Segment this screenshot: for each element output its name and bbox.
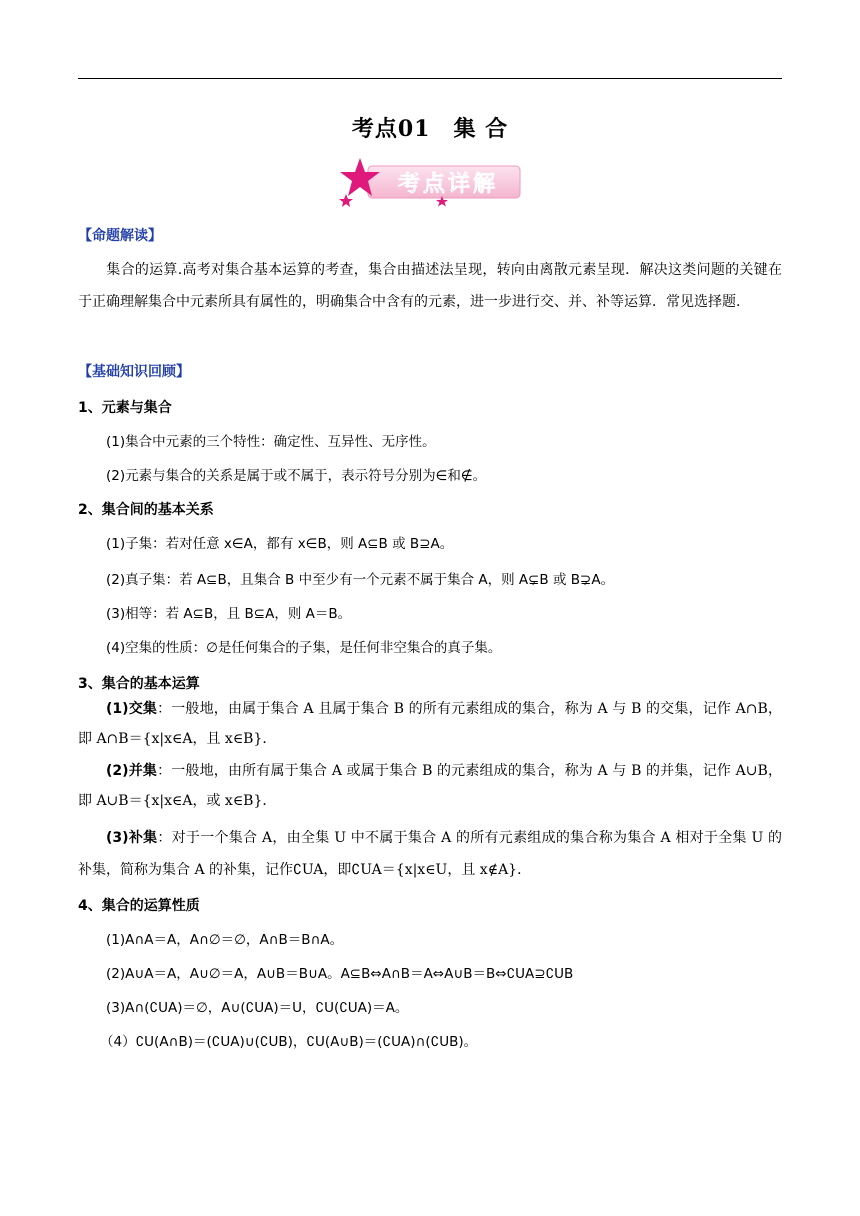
complement-text: ：对于一个集合 A，由全集 U 中不属于集合 A 的所有元素组成的集合称为集合 A 相对于全集 U 的补集，简称为集合 A 的补集，记作∁UA，即∁UA＝{x|x∈U，且 x∉A}．: [78, 830, 782, 878]
section-2-item: (3)相等：若 A⊆B，且 B⊆A，则 A＝B。: [106, 606, 352, 622]
interpretation-paragraph: [78, 254, 782, 318]
section-4-item: (2)A∪A＝A，A∪∅＝A，A∪B＝B∪A。A⊆B⇔A∩B＝A⇔A∪B＝B⇔∁UA⊇∁UB: [106, 966, 574, 982]
badge-text: 考点详解: [397, 172, 499, 197]
union-text: ：一般地，由所有属于集合 A 或属于集合 B 的元素组成的集合，称为 A 与 B 的并集，记作 A∪B，即 A∪B＝{x|x∈A，或 x∈B}．: [78, 763, 782, 809]
section-2-item: (2)真子集：若 A⊆B，且集合 B 中至少有一个元素不属于集合 A，则 A⊊B 或 B⊋A。: [106, 572, 615, 588]
complement-label: (3)补集: [106, 830, 158, 846]
intersection-label: (1)交集: [106, 701, 158, 717]
intersection-paragraph: [78, 694, 782, 754]
union-paragraph: [78, 756, 782, 816]
section-2-item: (1)子集：若对任意 x∈A，都有 x∈B，则 A⊆B 或 B⊇A。: [106, 536, 454, 552]
section-1-item: (1)集合中元素的三个特性：确定性、互异性、无序性。: [106, 434, 436, 450]
review-heading: 【基础知识回顾】: [78, 364, 190, 380]
interpretation-text: 集合的运算.高考对集合基本运算的考查，集合由描述法呈现，转向由离散元素呈现．解决这类问题的关键在于正确理解集合中元素所具有属性的，明确集合中含有的元素，进一步进行交、并、补等运算．常见选择题.: [78, 262, 782, 310]
section-2-heading: 2、集合间的基本关系: [78, 502, 214, 518]
union-label: (2)并集: [106, 763, 158, 779]
section-3-heading: 3、集合的基本运算: [78, 676, 200, 692]
complement-paragraph: [78, 822, 782, 886]
section-1-item: (2)元素与集合的关系是属于或不属于，表示符号分别为∈和∉。: [106, 468, 487, 484]
section-4-item: (1)A∩A＝A，A∩∅＝∅，A∩B＝B∩A。: [106, 932, 344, 948]
section-4-heading: 4、集合的运算性质: [78, 898, 200, 914]
section-4-item: (3)A∩(∁UA)＝∅，A∪(∁UA)＝U，∁U(∁UA)＝A。: [106, 1000, 409, 1016]
intersection-text: ：一般地，由属于集合 A 且属于集合 B 的所有元素组成的集合，称为 A 与 B 的交集，记作 A∩B，即 A∩B＝{x|x∈A，且 x∈B}．: [78, 701, 782, 747]
topic-badge: [338, 156, 524, 208]
small-star-icon: [339, 194, 353, 207]
section-4-item: （4）∁U(A∩B)＝(∁UA)∪(∁UB)，∁U(A∪B)＝(∁UA)∩(∁UB)。: [100, 1034, 478, 1050]
top-rule: [78, 78, 782, 79]
section-1-heading: 1、元素与集合: [78, 400, 172, 416]
interpretation-heading: 【命题解读】: [78, 228, 162, 244]
page-title: 考点01 集 合: [351, 116, 509, 142]
section-2-item: (4)空集的性质：∅是任何集合的子集，是任何非空集合的真子集。: [106, 640, 502, 656]
